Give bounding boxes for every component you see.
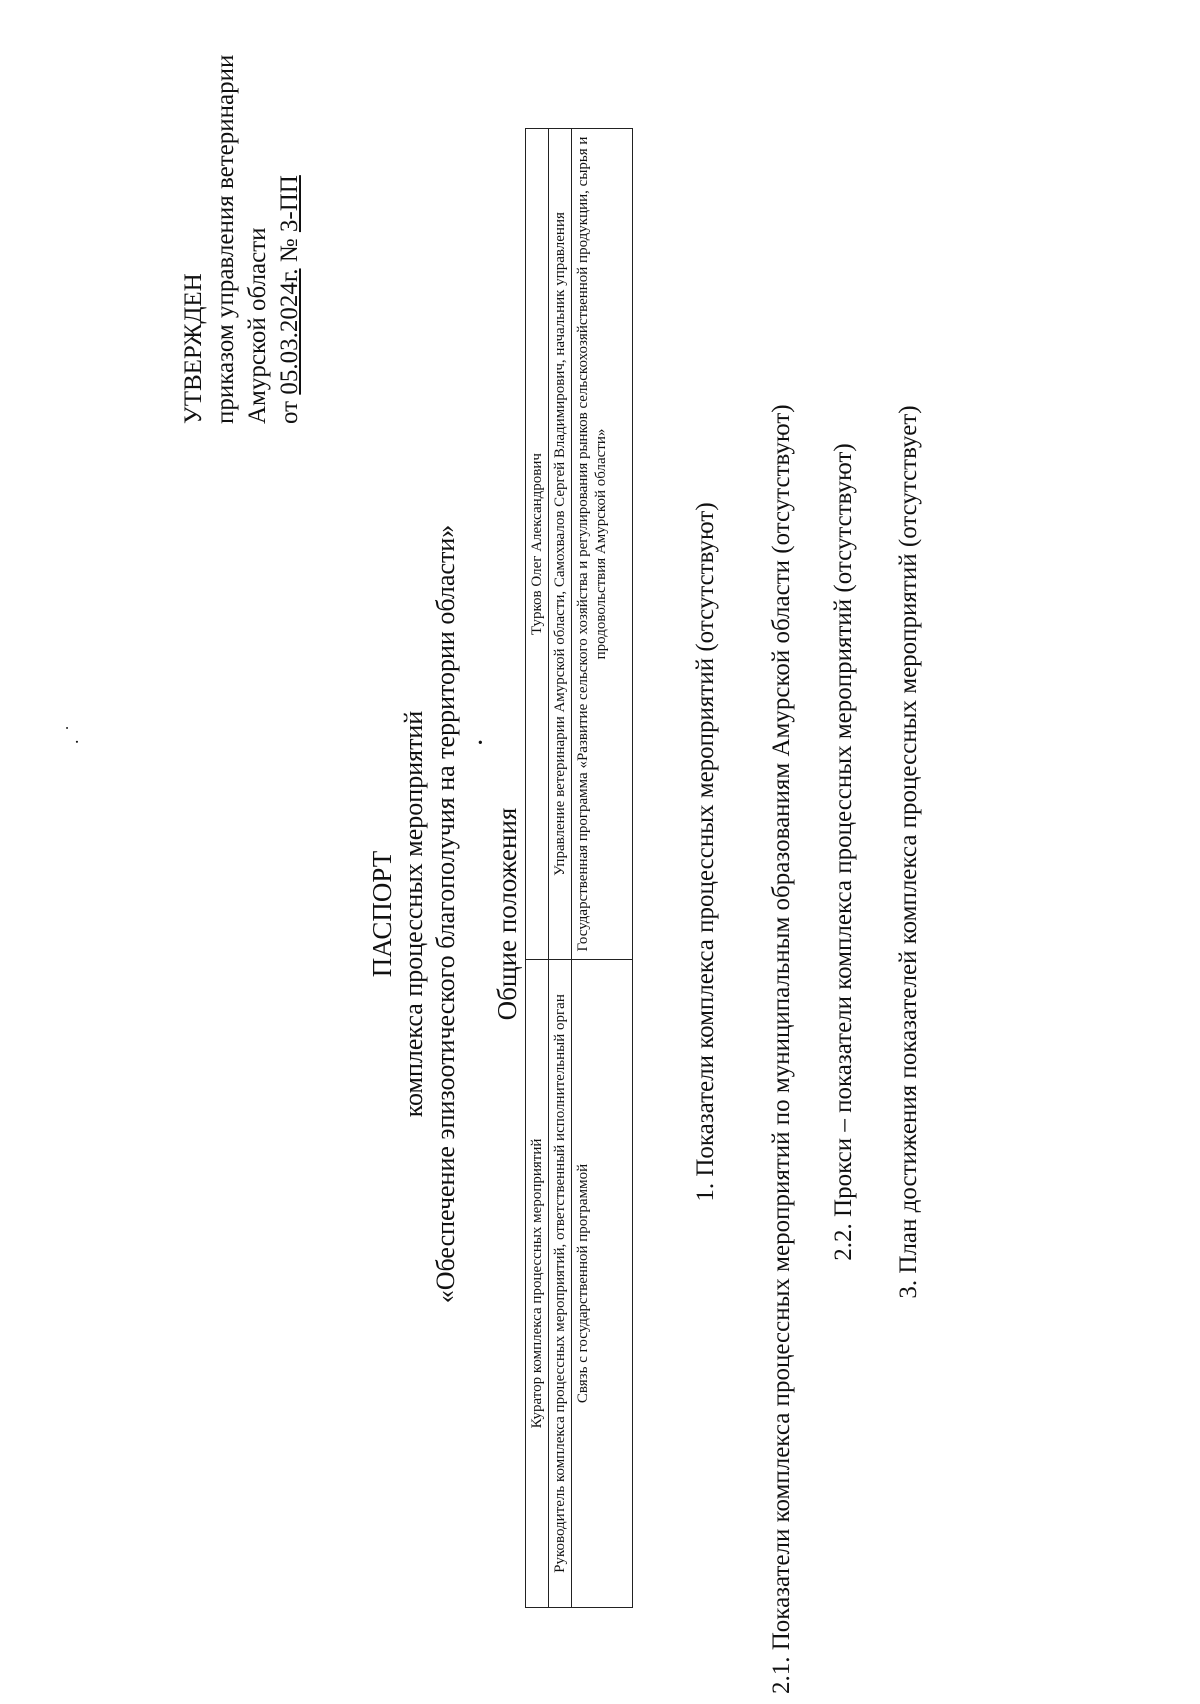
approval-order-line: приказом управления ветеринарии (212, 54, 239, 424)
section-3-heading: 3. План достижения показателей комплекса процессных мероприятий (отсутствует) (895, 405, 922, 1299)
table-cell-label: Руководитель комплекса процессных мероприятий, ответственный исполнительный орган (549, 960, 572, 1608)
approval-number-prefix: № (276, 232, 303, 269)
document-subtitle: комплекса процессных мероприятий (399, 710, 428, 1118)
table-row (572, 129, 633, 1608)
approval-stamp (178, 55, 306, 424)
table-row (526, 129, 549, 1608)
approval-number: 3-ПП (276, 175, 303, 233)
stray-mark: . ˙ (62, 723, 82, 744)
table-cell-label: Куратор комплекса процессных мероприятий (526, 960, 549, 1608)
section-1-heading: 1. Показатели комплекса процессных мероприятий (отсутствуют) (692, 502, 719, 1202)
approval-title: УТВЕРЖДЕН (180, 273, 207, 424)
table-cell-value: Турков Олег Александрович (526, 129, 549, 960)
approval-date: 05.03.2024г. (276, 268, 303, 395)
table-cell-label: Связь с государственной программой (572, 960, 633, 1608)
document-header (366, 284, 462, 1544)
table-cell-value: Государственная программа «Развитие сельского хозяйства и регулирования рынков сельскохозяйственной продукции, сырья и продовольствия Амурской области» (572, 129, 633, 960)
document-title: ПАСПОРТ (367, 850, 397, 978)
approval-date-prefix: от (276, 394, 303, 424)
table-row (549, 129, 572, 1608)
general-provisions-table (525, 128, 633, 1608)
approval-region-line: Амурской области (244, 227, 271, 424)
section-2-1-heading: 2.1. Показатели комплекса процессных мероприятий по муниципальным образованиям Амурской области (отсутствуют) (768, 404, 795, 1694)
section-2-2-heading: 2.2. Прокси – показатели комплекса процессных мероприятий (отсутствуют) (830, 443, 857, 1261)
general-provisions-heading: Общие положения (492, 807, 522, 1021)
approval-date-line (274, 55, 306, 424)
table-cell-value: Управление ветеринарии Амурской области, Самохвалов Сергей Владимирович, начальник управления (549, 129, 572, 960)
stray-dot: ˙ (474, 738, 499, 746)
program-name: «Обеспечение эпизоотического благополучия на территории области» (431, 524, 460, 1304)
